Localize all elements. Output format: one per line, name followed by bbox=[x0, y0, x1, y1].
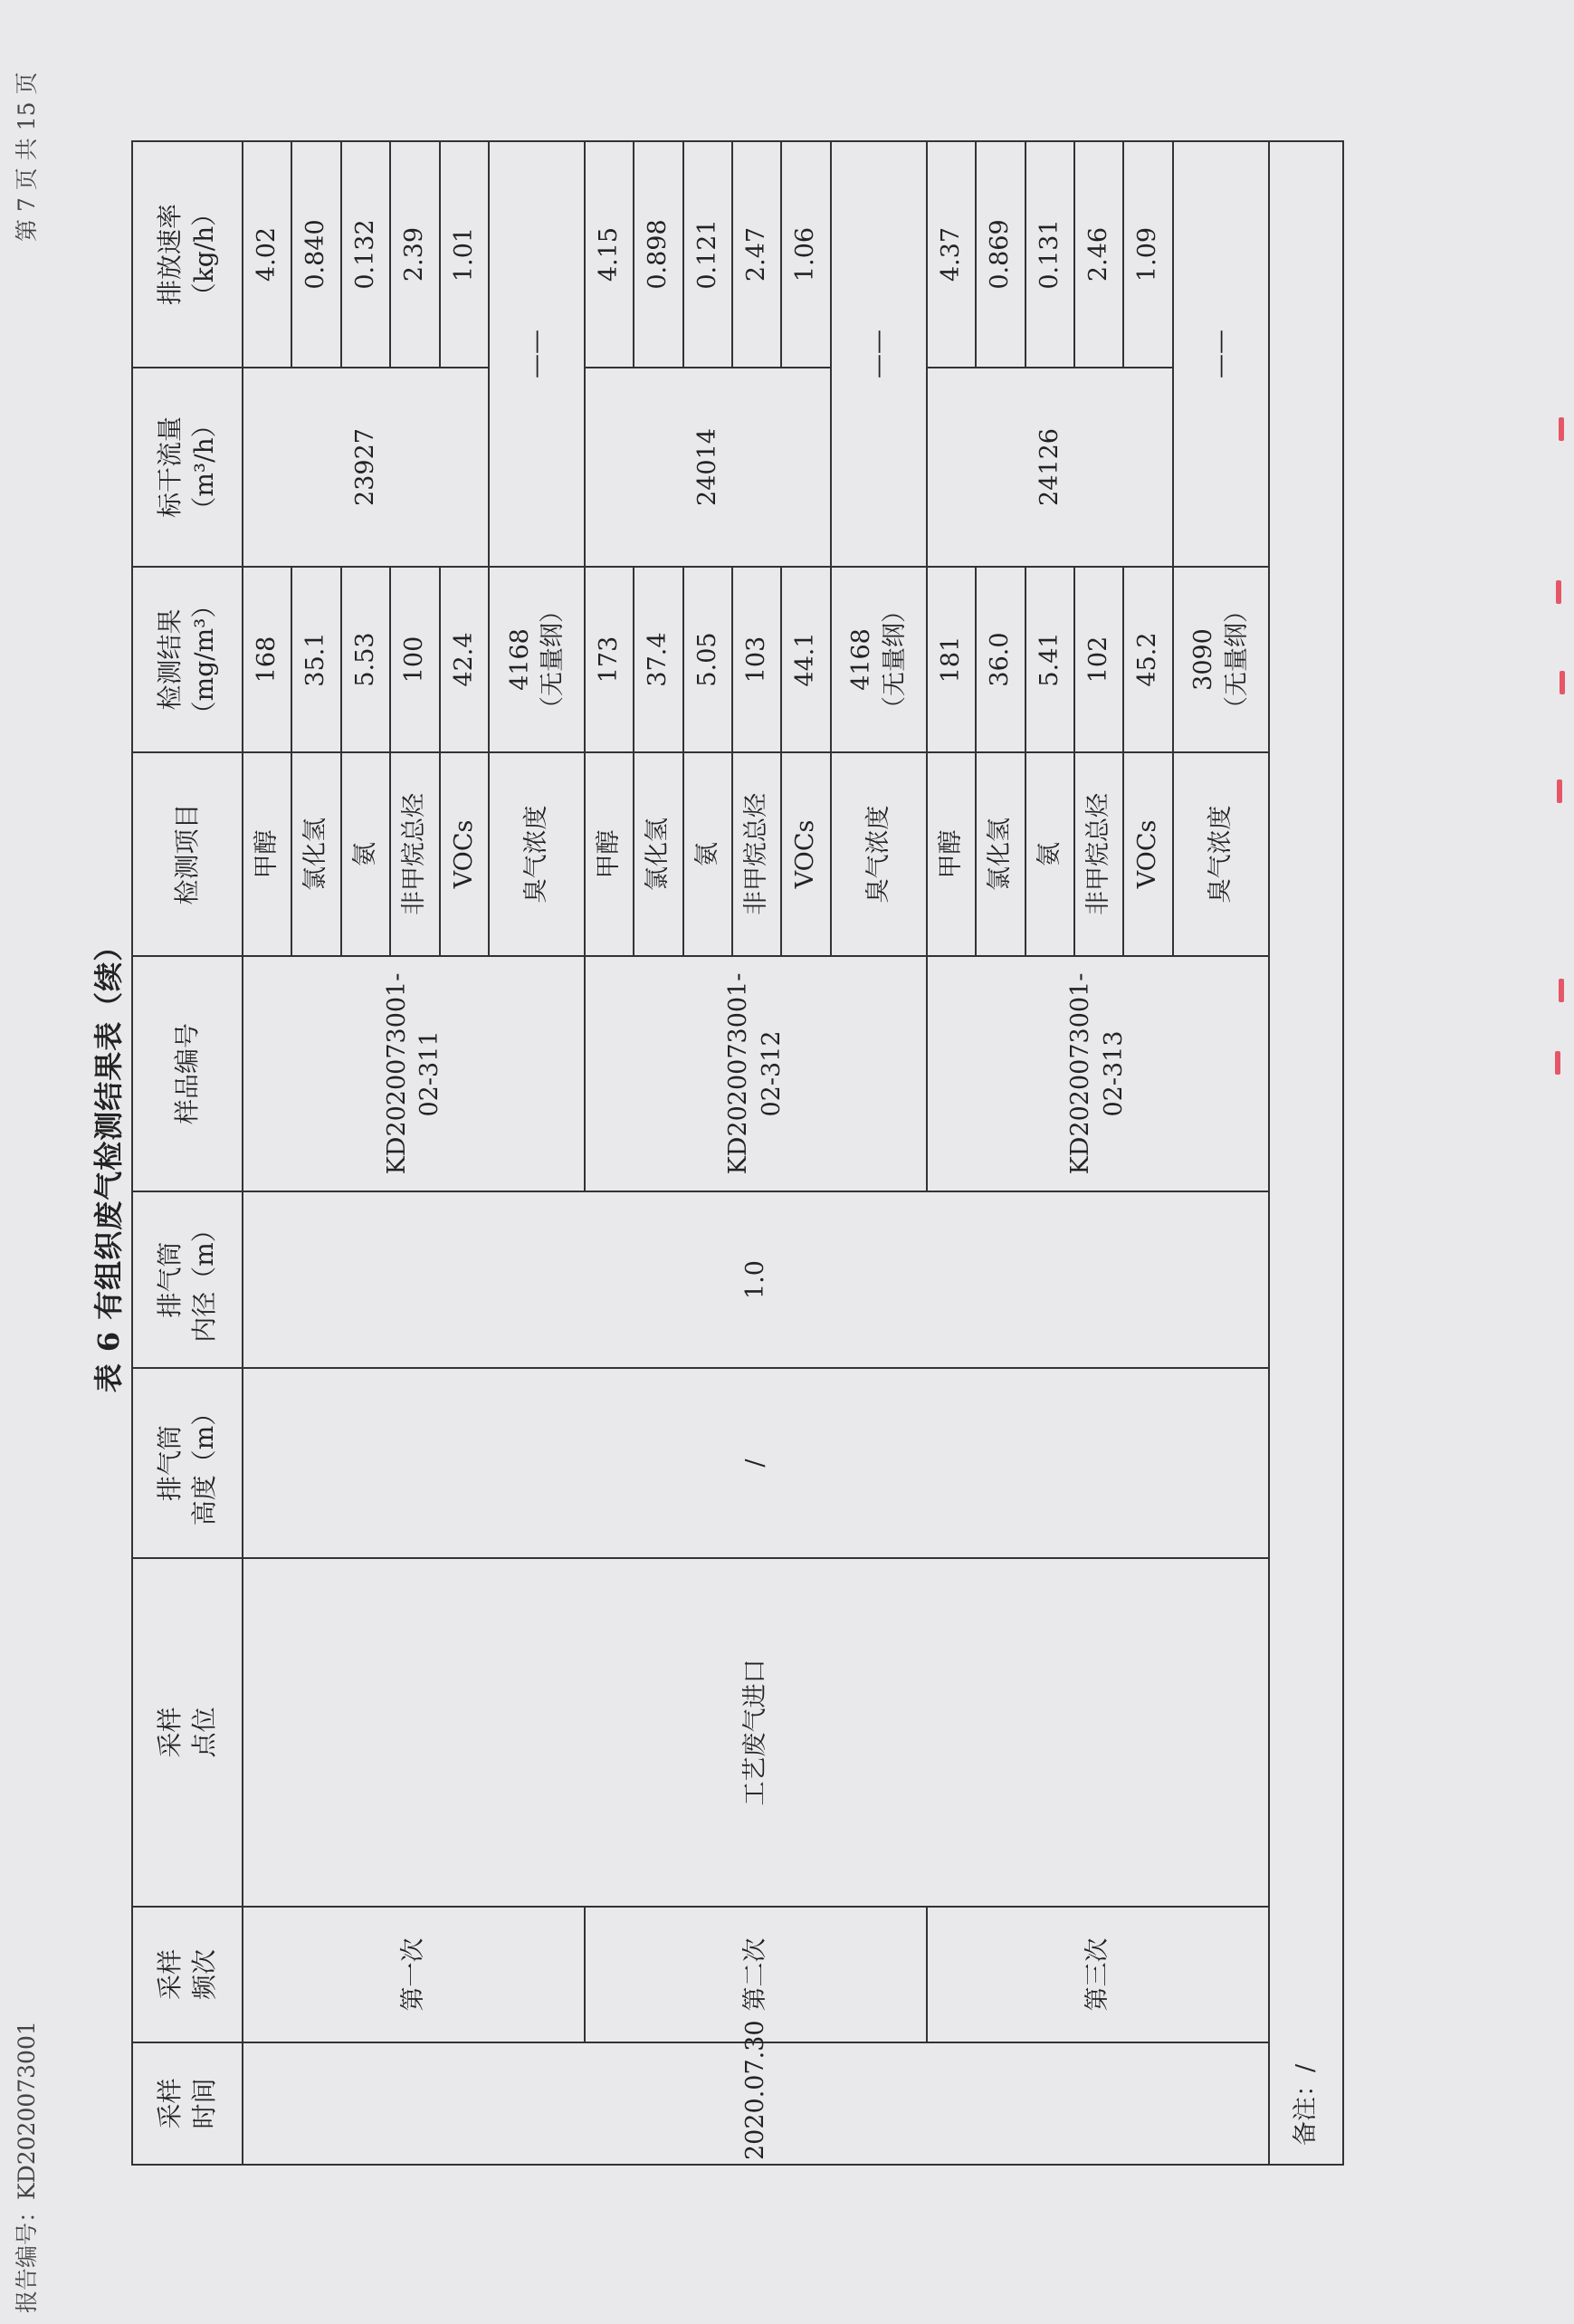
cell-item: 甲醇 bbox=[927, 752, 976, 956]
cell-item: VOCs bbox=[440, 752, 489, 956]
cell-stack-diameter: 1.0 bbox=[243, 1191, 1269, 1368]
cell-sample-no: KD2020073001- 02-312 bbox=[585, 956, 927, 1191]
cell-item: 甲醇 bbox=[243, 752, 291, 956]
cell-result: 35.1 bbox=[291, 567, 340, 752]
cell-result: 5.53 bbox=[341, 567, 390, 752]
cell-rate: 4.37 bbox=[927, 141, 976, 368]
header-row bbox=[132, 141, 243, 2165]
cell-result: 4168 （无量纲） bbox=[831, 567, 927, 752]
cell-item: 非甲烷总烃 bbox=[732, 752, 781, 956]
cell-result: 44.1 bbox=[781, 567, 830, 752]
cell-rate: 2.47 bbox=[732, 141, 781, 368]
remark-row bbox=[1269, 141, 1343, 2165]
cell-result: 36.0 bbox=[976, 567, 1025, 752]
table-body bbox=[243, 141, 1343, 2165]
cell-item: 臭气浓度 bbox=[489, 752, 585, 956]
cell-item: 臭气浓度 bbox=[1173, 752, 1269, 956]
cell-item: 氨 bbox=[341, 752, 390, 956]
col-header-sample-no: 样品编号 bbox=[132, 956, 243, 1191]
cell-result: 37.4 bbox=[634, 567, 682, 752]
cell-rate: 0.898 bbox=[634, 141, 682, 368]
cell-flow: 24126 bbox=[927, 368, 1173, 567]
col-header-diameter: 排气筒 内径（m） bbox=[132, 1191, 243, 1368]
cell-item: 非甲烷总烃 bbox=[1074, 752, 1123, 956]
cell-item: 非甲烷总烃 bbox=[390, 752, 439, 956]
cell-result: 45.2 bbox=[1123, 567, 1172, 752]
cell-result: 5.41 bbox=[1025, 567, 1074, 752]
cell-frequency: 第一次 bbox=[243, 1907, 585, 2042]
cell-sample-no: KD2020073001- 02-311 bbox=[243, 956, 585, 1191]
cell-rate: 4.15 bbox=[585, 141, 634, 368]
cell-item: 氯化氢 bbox=[976, 752, 1025, 956]
cell-flow: —— bbox=[489, 141, 585, 567]
cell-flow: —— bbox=[1173, 141, 1269, 567]
cell-result: 100 bbox=[390, 567, 439, 752]
col-header-item: 检测项目 bbox=[132, 752, 243, 956]
cell-result: 3090 （无量纲） bbox=[1173, 567, 1269, 752]
cell-flow: 24014 bbox=[585, 368, 831, 567]
cell-item: 甲醇 bbox=[585, 752, 634, 956]
cell-item: VOCs bbox=[1123, 752, 1172, 956]
col-header-point: 采样 点位 bbox=[132, 1558, 243, 1907]
cell-rate: 1.09 bbox=[1123, 141, 1172, 368]
cell-result: 42.4 bbox=[440, 567, 489, 752]
col-header-height: 排气筒 高度（m） bbox=[132, 1368, 243, 1558]
cell-rate: 1.06 bbox=[781, 141, 830, 368]
cell-item: 氨 bbox=[683, 752, 732, 956]
col-header-freq: 采样 频次 bbox=[132, 1907, 243, 2042]
cell-item: 氨 bbox=[1025, 752, 1074, 956]
cell-rate: 0.132 bbox=[341, 141, 390, 368]
cell-rate: 0.131 bbox=[1025, 141, 1074, 368]
cell-item: 氯化氢 bbox=[291, 752, 340, 956]
col-header-time: 采样 时间 bbox=[132, 2042, 243, 2165]
cell-flow: 23927 bbox=[243, 368, 489, 567]
cell-rate: 0.121 bbox=[683, 141, 732, 368]
col-header-result: 检测结果 （mg/m³） bbox=[132, 567, 243, 752]
table-title: 表 6 有组织废气检测结果表（续） bbox=[91, 931, 126, 1393]
col-header-rate: 排放速率 （kg/h） bbox=[132, 141, 243, 368]
cell-rate: 1.01 bbox=[440, 141, 489, 368]
col-header-flow: 标干流量 （m³/h） bbox=[132, 368, 243, 567]
cell-item: VOCs bbox=[781, 752, 830, 956]
cell-frequency: 第三次 bbox=[927, 1907, 1269, 2042]
cell-result: 103 bbox=[732, 567, 781, 752]
cell-rate: 4.02 bbox=[243, 141, 291, 368]
cell-item: 臭气浓度 bbox=[831, 752, 927, 956]
cell-rate: 2.46 bbox=[1074, 141, 1123, 368]
cell-result: 5.05 bbox=[683, 567, 732, 752]
cell-result: 102 bbox=[1074, 567, 1123, 752]
cell-result: 4168 （无量纲） bbox=[489, 567, 585, 752]
cell-flow: —— bbox=[831, 141, 927, 567]
cell-rate: 0.869 bbox=[976, 141, 1025, 368]
cell-frequency: 第二次 bbox=[585, 1907, 927, 2042]
results-table bbox=[131, 140, 1344, 2166]
cell-rate: 0.840 bbox=[291, 141, 340, 368]
cell-sampling-time: 2020.07.30 bbox=[243, 2042, 1269, 2165]
table-row bbox=[243, 141, 291, 2165]
page-info: 第 7 页 共 15 页 bbox=[14, 72, 40, 242]
cell-sampling-point: 工艺废气进口 bbox=[243, 1558, 1269, 1907]
report-number: 报告编号：KD2020073001 bbox=[14, 2021, 40, 2313]
cell-item: 氯化氢 bbox=[634, 752, 682, 956]
cell-result: 181 bbox=[927, 567, 976, 752]
cell-remark: 备注：/ bbox=[1269, 141, 1343, 2165]
cell-sample-no: KD2020073001- 02-313 bbox=[927, 956, 1269, 1191]
cell-stack-height: / bbox=[243, 1368, 1269, 1558]
cell-result: 173 bbox=[585, 567, 634, 752]
cell-rate: 2.39 bbox=[390, 141, 439, 368]
cell-result: 168 bbox=[243, 567, 291, 752]
